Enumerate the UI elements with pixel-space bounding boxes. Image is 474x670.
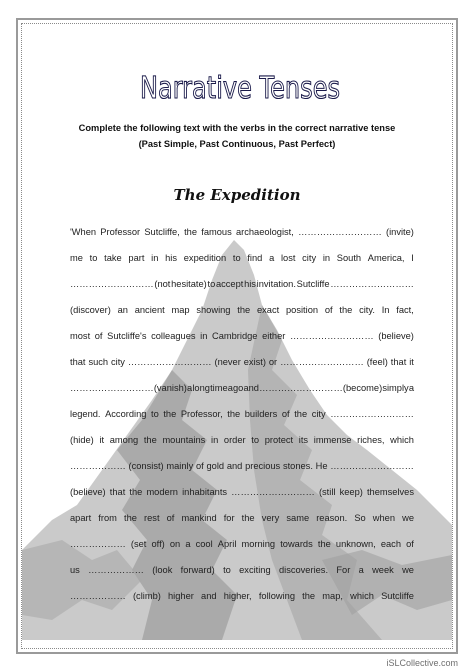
instructions bbox=[30, 120, 444, 152]
text-line: ……………… (set off) on a cool April morning towards the unknown, each of bbox=[70, 539, 414, 549]
text-line: me to take part in his expedition to find a lost city in South America, I bbox=[70, 253, 414, 263]
instructions-line-2: (Past Simple, Past Continuous, Past Perfect) bbox=[138, 139, 336, 149]
instructions-line-1: Complete the following text with the verbs in the correct narrative tense bbox=[78, 123, 396, 133]
text-line: that such city ……………………… (never exist) or ……………………… (feel) that it bbox=[70, 357, 414, 367]
title-text: Narrative Tenses bbox=[140, 71, 340, 106]
exercise-text bbox=[70, 219, 414, 609]
text-line: us ……………… (look forward) to exciting discoveries. For a week we bbox=[70, 565, 414, 575]
text-line: (discover) an ancient map showing the exact position of the city. In fact, bbox=[70, 305, 414, 315]
text-line: 'When Professor Sutcliffe, the famous archaeologist, ……………………… (invite) bbox=[70, 227, 414, 237]
text-line: ……………… (climb) higher and higher, following the map, which Sutcliffe bbox=[70, 591, 414, 601]
text-line: (hide) it among the mountains in order to protect its immense riches, which bbox=[70, 435, 414, 445]
text-line: legend. According to the Professor, the builders of the city ……………………… bbox=[70, 409, 414, 419]
text-line: ……………… (consist) mainly of gold and precious stones. He ……………………… bbox=[70, 461, 414, 471]
text-line: ……………………… (vanish) a long time ago and ……………………… (become) simply a bbox=[70, 383, 414, 393]
text-line: (believe) that the modern inhabitants ……………………… (still keep) themselves bbox=[70, 487, 414, 497]
footer-watermark: iSLCollective.com bbox=[386, 658, 458, 668]
worksheet-title bbox=[120, 60, 360, 110]
story-title: The Expedition bbox=[173, 186, 301, 204]
text-line: apart from the rest of mankind for the very same reason. So when we bbox=[70, 513, 414, 523]
text-line: ……………………… (not hesitate) to accept his invitation. Sutcliffe ……………………… bbox=[70, 279, 414, 289]
text-line: most of Sutcliffe's colleagues in Cambridge either ……………………… (believe) bbox=[70, 331, 414, 341]
